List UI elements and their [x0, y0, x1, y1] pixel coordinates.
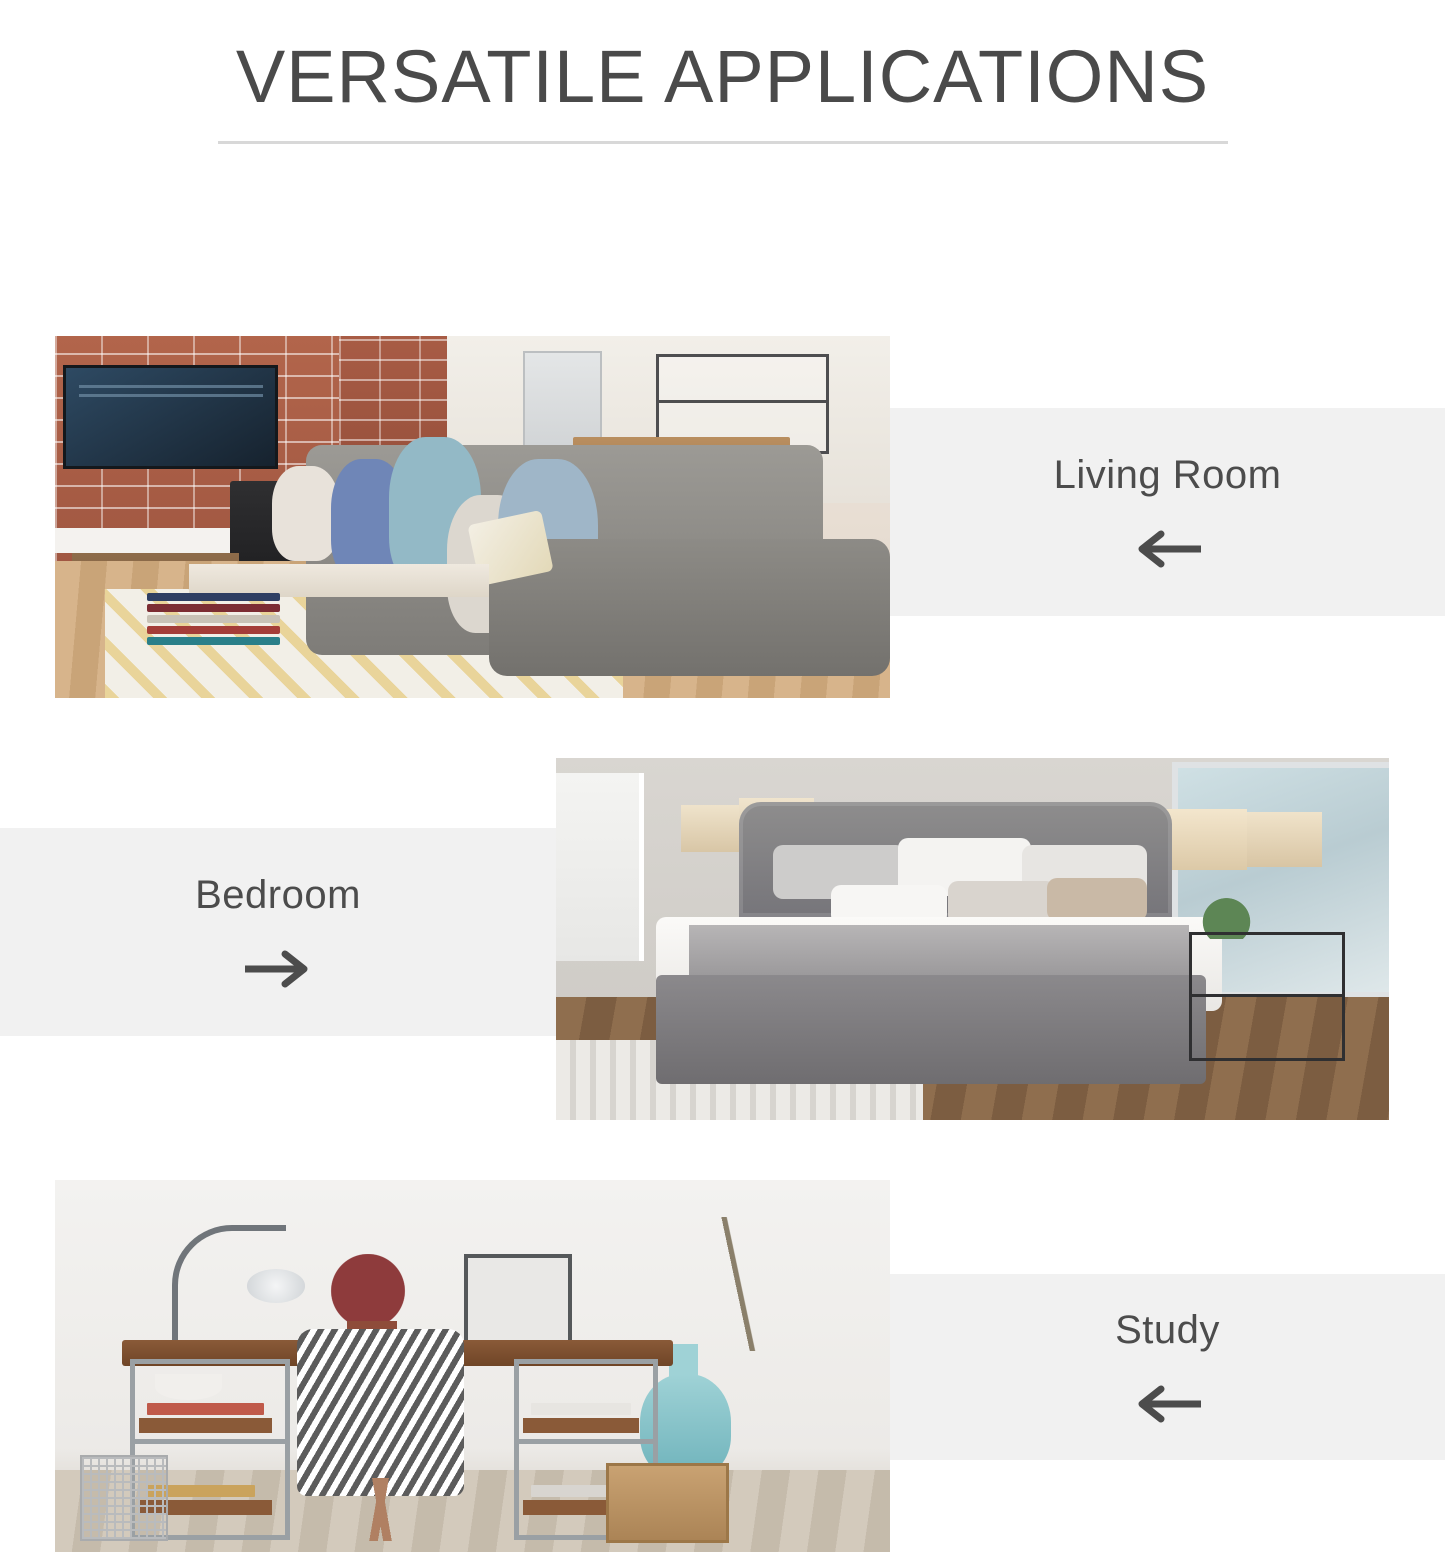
book [147, 1403, 264, 1415]
study-label: Study [1115, 1308, 1220, 1353]
dried-branch [656, 1217, 823, 1351]
arrow-left-icon [1131, 529, 1205, 569]
wooden-crate [606, 1463, 729, 1543]
shelf-board [523, 1418, 640, 1433]
person-toddler [272, 466, 339, 560]
window [556, 773, 644, 961]
page-header [0, 0, 1445, 144]
study-label-band [890, 1274, 1445, 1460]
bed-base [656, 975, 1206, 1084]
nightstand [1189, 932, 1345, 1061]
living-room-label-band [890, 408, 1445, 616]
chair-legs [314, 1478, 448, 1541]
title-divider [218, 141, 1228, 144]
living-room-photo [55, 336, 890, 698]
bedroom-label: Bedroom [195, 873, 361, 918]
bedroom-photo [556, 758, 1389, 1120]
table-lamp-right-reflection [1247, 812, 1322, 866]
shelf-board [139, 1418, 273, 1433]
lamp-bulb [247, 1269, 305, 1302]
book-stack [147, 593, 281, 640]
chevron-chair [297, 1329, 464, 1496]
arrow-left-icon [1131, 1384, 1205, 1424]
television [63, 365, 278, 469]
book [531, 1403, 631, 1415]
pillow [1047, 878, 1147, 921]
page-title: VERSATILE APPLICATIONS [235, 35, 1210, 118]
fireplace-mantel [55, 528, 255, 553]
wire-basket [80, 1455, 168, 1541]
table-lamp-left-back [681, 805, 739, 852]
bed-runner [689, 925, 1189, 976]
bedroom-label-band [0, 828, 556, 1036]
framed-picture [464, 1254, 572, 1344]
ceramic-bowl [155, 1374, 222, 1400]
living-room-label: Living Room [1053, 453, 1282, 498]
arrow-right-icon [241, 949, 315, 989]
study-photo [55, 1180, 890, 1552]
coffee-table [189, 564, 490, 597]
